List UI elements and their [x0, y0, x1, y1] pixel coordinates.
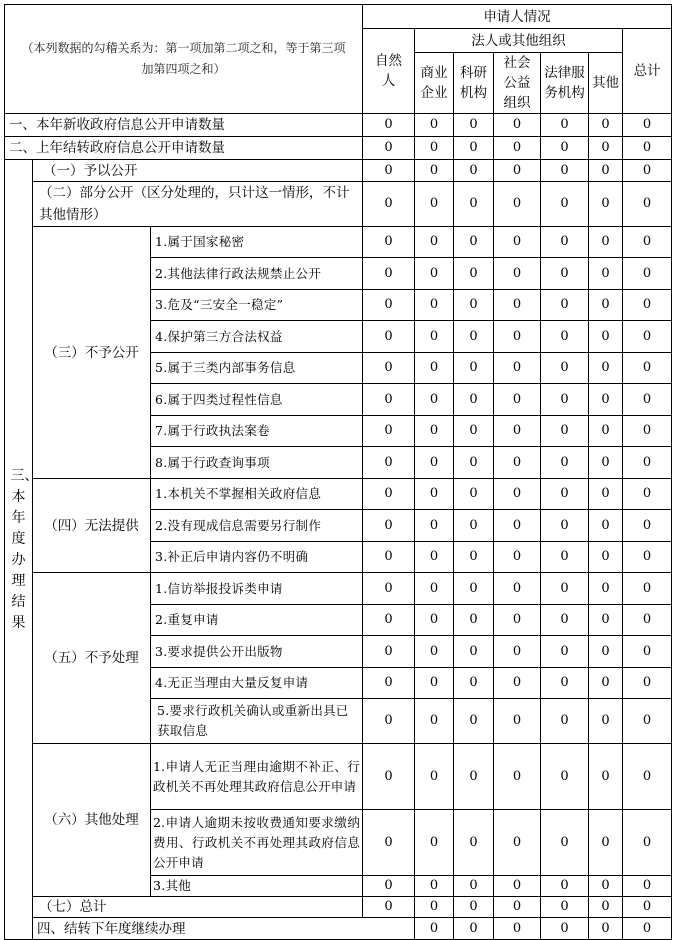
- cell-value: 0: [415, 897, 454, 918]
- cell-value: 0: [494, 699, 541, 744]
- table-row: [5, 918, 672, 940]
- cell-value: 0: [415, 182, 454, 227]
- cell-value: 0: [623, 447, 672, 479]
- cell-value: 0: [494, 384, 541, 416]
- row-label-item: 4.保护第三方合法权益: [151, 321, 363, 353]
- cell-value: 0: [363, 114, 415, 137]
- table-row: [5, 227, 672, 258]
- table-row: [5, 744, 672, 810]
- cell-value: 0: [541, 227, 589, 258]
- cell-value: 0: [589, 290, 623, 321]
- table-row: [5, 114, 672, 137]
- cell-value: 0: [454, 384, 494, 416]
- cell-value: 0: [454, 353, 494, 384]
- cell-value: 0: [494, 897, 541, 918]
- cell-value: 0: [454, 810, 494, 876]
- row-label-item: 2.没有现成信息需要另行制作: [151, 510, 363, 542]
- cell-value: 0: [454, 182, 494, 227]
- cell-value: 0: [623, 918, 672, 940]
- cell-value: 0: [623, 573, 672, 605]
- cell-value: 0: [541, 258, 589, 290]
- cell-value: 0: [623, 182, 672, 227]
- row-label-g2: （二）部分公开（区分处理的，只计这一情形，不计其他情形）: [33, 182, 363, 227]
- results-vertical-text: 三、本年度办理结果: [10, 467, 39, 631]
- cell-value: 0: [541, 160, 589, 182]
- cell-value: 0: [363, 573, 415, 605]
- cell-value: 0: [494, 573, 541, 605]
- cell-value: 0: [541, 744, 589, 810]
- cell-value: 0: [541, 353, 589, 384]
- cell-value: 0: [363, 447, 415, 479]
- cell-value: 0: [541, 542, 589, 573]
- header-applicant: 申请人情况: [363, 5, 672, 29]
- cell-value: 0: [494, 542, 541, 573]
- cell-value: 0: [541, 479, 589, 510]
- cell-value: 0: [454, 699, 494, 744]
- cell-value: 0: [623, 744, 672, 810]
- cell-value: 0: [415, 447, 454, 479]
- cell-value: 0: [541, 876, 589, 897]
- row-label-item: 7.属于行政执法案卷: [151, 416, 363, 447]
- cell-value: 0: [454, 160, 494, 182]
- cell-value: 0: [589, 384, 623, 416]
- row-label-item: 1.属于国家秘密: [151, 227, 363, 258]
- table-row: [5, 160, 672, 182]
- cell-value: 0: [541, 573, 589, 605]
- cell-value: 0: [415, 160, 454, 182]
- cell-value: 0: [623, 227, 672, 258]
- row-label-g5: （五）不予处理: [33, 573, 151, 744]
- cell-value: 0: [541, 810, 589, 876]
- cell-value: 0: [589, 699, 623, 744]
- cell-value: 0: [363, 897, 415, 918]
- cell-value: 0: [589, 182, 623, 227]
- row-label-item: 1.申请人无正当理由逾期不补正、行政机关不再处理其政府信息公开申请: [151, 744, 363, 810]
- table-row: [5, 137, 672, 160]
- cell-value: 0: [494, 114, 541, 137]
- cell-value: 0: [541, 605, 589, 636]
- row-label-new-requests: 一、本年新收政府信息公开申请数量: [5, 114, 363, 137]
- cell-value: 0: [415, 918, 454, 940]
- cell-value: 0: [454, 227, 494, 258]
- cell-value: 0: [363, 668, 415, 699]
- cell-value: 0: [589, 227, 623, 258]
- cell-value: 0: [494, 447, 541, 479]
- cell-value: 0: [623, 810, 672, 876]
- row-label-carry-next: 四、结转下年度继续办理: [33, 918, 415, 940]
- cell-value: 0: [541, 897, 589, 918]
- cell-value: 0: [363, 636, 415, 668]
- cell-value: 0: [454, 897, 494, 918]
- cell-value: 0: [363, 353, 415, 384]
- cell-value: 0: [589, 321, 623, 353]
- cell-value: 0: [623, 510, 672, 542]
- cell-value: 0: [363, 479, 415, 510]
- cell-value: 0: [415, 605, 454, 636]
- row-label-item: 1.本机关不掌握相关政府信息: [151, 479, 363, 510]
- cell-value: 0: [494, 160, 541, 182]
- cell-value: 0: [363, 542, 415, 573]
- cell-value: 0: [589, 479, 623, 510]
- cell-value: 0: [454, 137, 494, 160]
- row-label-item: 5.要求行政机关确认或重新出具已获取信息: [151, 699, 363, 744]
- cell-value: 0: [623, 137, 672, 160]
- cell-value: 0: [623, 876, 672, 897]
- cell-value: 0: [623, 384, 672, 416]
- cell-value: 0: [589, 353, 623, 384]
- row-label-item: 6.属于四类过程性信息: [151, 384, 363, 416]
- cell-value: 0: [415, 668, 454, 699]
- cell-value: 0: [363, 605, 415, 636]
- cell-value: 0: [589, 416, 623, 447]
- row-label-g7: （七）总计: [33, 897, 363, 918]
- cell-value: 0: [589, 810, 623, 876]
- cell-value: 0: [415, 510, 454, 542]
- cell-value: 0: [541, 182, 589, 227]
- cell-value: 0: [589, 447, 623, 479]
- disclosure-statistics-table: [4, 4, 672, 940]
- cell-value: 0: [589, 573, 623, 605]
- cell-value: 0: [541, 510, 589, 542]
- cell-value: 0: [541, 416, 589, 447]
- cell-value: 0: [623, 353, 672, 384]
- cell-value: 0: [363, 699, 415, 744]
- header-public-welfare: 社会公益组织: [494, 53, 541, 114]
- table-row: [5, 573, 672, 605]
- table-row: [5, 897, 672, 918]
- row-label-item: 8.属于行政查询事项: [151, 447, 363, 479]
- cell-value: 0: [454, 636, 494, 668]
- cell-value: 0: [494, 810, 541, 876]
- cell-value: 0: [541, 668, 589, 699]
- cell-value: 0: [623, 668, 672, 699]
- cell-value: 0: [623, 258, 672, 290]
- cell-value: 0: [454, 479, 494, 510]
- cell-value: 0: [541, 918, 589, 940]
- cell-value: 0: [494, 290, 541, 321]
- cell-value: 0: [415, 876, 454, 897]
- table-row: [5, 479, 672, 510]
- cell-value: 0: [415, 384, 454, 416]
- cell-value: 0: [454, 744, 494, 810]
- header-legal-service: 法律服务机构: [541, 53, 589, 114]
- disclosure-table-container: [4, 4, 672, 940]
- cell-value: 0: [589, 636, 623, 668]
- cell-value: 0: [589, 918, 623, 940]
- cell-value: 0: [454, 573, 494, 605]
- cell-value: 0: [363, 810, 415, 876]
- cell-value: 0: [623, 416, 672, 447]
- cell-value: 0: [415, 810, 454, 876]
- header-other: 其他: [589, 53, 623, 114]
- row-label-g1: （一）予以公开: [33, 160, 363, 182]
- row-label-carried-requests: 二、上年结转政府信息公开申请数量: [5, 137, 363, 160]
- cell-value: 0: [623, 897, 672, 918]
- cell-value: 0: [415, 416, 454, 447]
- cell-value: 0: [363, 290, 415, 321]
- cell-value: 0: [363, 416, 415, 447]
- cell-value: 0: [363, 384, 415, 416]
- cell-value: 0: [415, 258, 454, 290]
- table-row: [5, 182, 672, 227]
- row-label-item: 4.无正当理由大量反复申请: [151, 668, 363, 699]
- cell-value: 0: [494, 744, 541, 810]
- cell-value: 0: [454, 876, 494, 897]
- header-note: （本列数据的勾稽关系为：第一项加第二项之和，等于第三项加第四项之和）: [5, 5, 363, 114]
- cell-value: 0: [589, 160, 623, 182]
- cell-value: 0: [454, 114, 494, 137]
- row-label-item: 2.重复申请: [151, 605, 363, 636]
- cell-value: 0: [415, 636, 454, 668]
- cell-value: 0: [363, 160, 415, 182]
- cell-value: 0: [541, 636, 589, 668]
- cell-value: 0: [494, 605, 541, 636]
- cell-value: 0: [623, 290, 672, 321]
- row-label-item: 1.信访举报投诉类申请: [151, 573, 363, 605]
- cell-value: 0: [623, 160, 672, 182]
- cell-value: 0: [454, 542, 494, 573]
- cell-value: 0: [363, 744, 415, 810]
- cell-value: 0: [415, 479, 454, 510]
- cell-value: 0: [589, 510, 623, 542]
- cell-value: 0: [363, 227, 415, 258]
- header-natural-person: 自然人: [363, 29, 415, 114]
- cell-value: 0: [363, 876, 415, 897]
- cell-value: 0: [454, 416, 494, 447]
- cell-value: 0: [589, 542, 623, 573]
- cell-value: 0: [494, 227, 541, 258]
- cell-value: 0: [494, 182, 541, 227]
- cell-value: 0: [494, 321, 541, 353]
- cell-value: 0: [623, 321, 672, 353]
- cell-value: 0: [454, 447, 494, 479]
- cell-value: 0: [623, 542, 672, 573]
- cell-value: 0: [454, 321, 494, 353]
- cell-value: 0: [623, 699, 672, 744]
- cell-value: 0: [363, 137, 415, 160]
- header-legal-org: 法人或其他组织: [415, 29, 623, 53]
- header-research: 科研机构: [454, 53, 494, 114]
- header-commercial: 商业企业: [415, 53, 454, 114]
- cell-value: 0: [494, 479, 541, 510]
- cell-value: 0: [589, 897, 623, 918]
- cell-value: 0: [415, 137, 454, 160]
- cell-value: 0: [541, 290, 589, 321]
- cell-value: 0: [494, 353, 541, 384]
- row-label-item: 2.申请人逾期未按收费通知要求缴纳费用、行政机关不再处理其政府信息公开申请: [151, 810, 363, 876]
- cell-value: 0: [494, 636, 541, 668]
- row-label-item: 5.属于三类内部事务信息: [151, 353, 363, 384]
- cell-value: 0: [494, 137, 541, 160]
- row-label-item: 3.要求提供公开出版物: [151, 636, 363, 668]
- row-label-item: 3.其他: [151, 876, 363, 897]
- cell-value: 0: [589, 114, 623, 137]
- cell-value: 0: [415, 290, 454, 321]
- cell-value: 0: [541, 384, 589, 416]
- cell-value: 0: [589, 137, 623, 160]
- cell-value: 0: [541, 321, 589, 353]
- cell-value: 0: [589, 605, 623, 636]
- cell-value: 0: [415, 699, 454, 744]
- cell-value: 0: [415, 573, 454, 605]
- cell-value: 0: [623, 605, 672, 636]
- cell-value: 0: [415, 114, 454, 137]
- cell-value: 0: [454, 258, 494, 290]
- cell-value: 0: [541, 137, 589, 160]
- cell-value: 0: [589, 668, 623, 699]
- cell-value: 0: [415, 353, 454, 384]
- row-label-results: [5, 160, 39, 940]
- cell-value: 0: [494, 918, 541, 940]
- cell-value: 0: [589, 876, 623, 897]
- cell-value: 0: [415, 542, 454, 573]
- cell-value: 0: [589, 258, 623, 290]
- cell-value: 0: [494, 876, 541, 897]
- cell-value: 0: [623, 636, 672, 668]
- row-label-item: 3.危及“三安全一稳定”: [151, 290, 363, 321]
- cell-value: 0: [494, 510, 541, 542]
- row-label-g4: （四）无法提供: [33, 479, 151, 573]
- cell-value: 0: [363, 321, 415, 353]
- cell-value: 0: [623, 114, 672, 137]
- cell-value: 0: [541, 447, 589, 479]
- row-label-item: 3.补正后申请内容仍不明确: [151, 542, 363, 573]
- cell-value: 0: [415, 227, 454, 258]
- cell-value: 0: [589, 744, 623, 810]
- cell-value: 0: [494, 258, 541, 290]
- cell-value: 0: [454, 510, 494, 542]
- cell-value: 0: [415, 744, 454, 810]
- row-label-item: 2.其他法律行政法规禁止公开: [151, 258, 363, 290]
- row-label-g3: （三）不予公开: [33, 227, 151, 479]
- cell-value: 0: [623, 479, 672, 510]
- row-label-g6: （六）其他处理: [33, 744, 151, 897]
- header-row-1: [5, 5, 672, 29]
- cell-value: 0: [454, 918, 494, 940]
- cell-value: 0: [363, 258, 415, 290]
- cell-value: 0: [454, 605, 494, 636]
- cell-value: 0: [541, 114, 589, 137]
- cell-value: 0: [494, 416, 541, 447]
- cell-value: 0: [363, 510, 415, 542]
- cell-value: 0: [541, 699, 589, 744]
- cell-value: 0: [415, 321, 454, 353]
- header-total: 总计: [623, 29, 672, 114]
- cell-value: 0: [494, 668, 541, 699]
- cell-value: 0: [454, 290, 494, 321]
- cell-value: 0: [363, 182, 415, 227]
- cell-value: 0: [454, 668, 494, 699]
